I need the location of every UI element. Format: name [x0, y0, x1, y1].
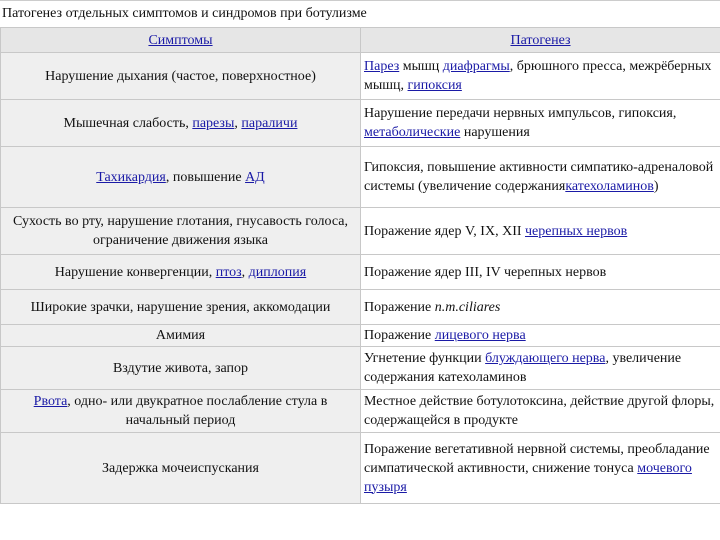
- pathogenesis-cell: [361, 347, 720, 390]
- term-link[interactable]: Парез: [364, 59, 400, 74]
- cell-text: Мышечная слабость,: [63, 115, 193, 131]
- cell-text: Гипоксия, повышение активности симпатико-адреналовой системы (увеличение содержания: [364, 160, 714, 194]
- term-link[interactable]: диафрагмы: [442, 59, 510, 74]
- term-link[interactable]: птоз: [215, 264, 242, 280]
- cell-text: , брюшного пресса, межрёберных мышц,: [364, 59, 712, 93]
- cell-text: Нарушение дыхания (частое, поверхностное): [45, 68, 316, 84]
- table-row: [1, 433, 720, 504]
- table-row: [1, 100, 720, 147]
- pathogenesis-table: [0, 27, 720, 504]
- term-link[interactable]: лицевого нерва: [434, 328, 526, 343]
- cell-text: Вздутие живота, запор: [112, 360, 249, 376]
- table-row: [1, 208, 720, 255]
- cell-text: ,: [234, 115, 242, 131]
- cell-text: Поражение ядер III, IV черепных нервов: [364, 264, 607, 280]
- pathogenesis-cell: [361, 433, 720, 504]
- symptom-cell: [1, 347, 361, 390]
- term-link[interactable]: АД: [245, 169, 265, 185]
- symptom-cell: [1, 390, 361, 433]
- term-link[interactable]: гипоксия: [407, 78, 462, 93]
- cell-text: Поражение вегетативной нервной системы, преобладание симпатической активности, снижение тонуса: [364, 441, 710, 476]
- cell-text: , увеличение содержания катехоламинов: [364, 351, 682, 385]
- table-caption: Патогенез отдельных симптомов и синдромов при ботулизме: [0, 0, 720, 27]
- cell-text: Амимия: [155, 328, 206, 343]
- cell-text: ,: [241, 264, 249, 280]
- latin-term: n.m.ciliares: [434, 299, 501, 315]
- table-row: [1, 325, 720, 347]
- pathogenesis-cell: [361, 325, 720, 347]
- pathogenesis-cell: [361, 208, 720, 255]
- table-row: [1, 290, 720, 325]
- cell-text: Нарушение передачи нервных импульсов, гипоксия,: [364, 106, 677, 121]
- cell-text: мышц: [399, 59, 443, 74]
- pathogenesis-cell: [361, 53, 720, 100]
- term-link[interactable]: катехоламинов: [565, 179, 654, 194]
- pathogenesis-cell: [361, 100, 720, 147]
- cell-text: , повышение: [165, 169, 246, 185]
- term-link[interactable]: параличи: [241, 115, 298, 131]
- cell-text: Поражение: [364, 328, 435, 343]
- term-link[interactable]: блуждающего нерва: [485, 351, 606, 366]
- pathogenesis-cell: [361, 290, 720, 325]
- symptom-cell: [1, 208, 361, 255]
- symptom-cell: [1, 325, 361, 347]
- cell-text: Поражение: [364, 299, 435, 315]
- term-link[interactable]: Тахикардия: [96, 169, 166, 185]
- symptom-cell: [1, 433, 361, 504]
- table-row: [1, 347, 720, 390]
- term-link[interactable]: диплопия: [248, 264, 307, 280]
- term-link[interactable]: мочевого пузыря: [364, 460, 692, 495]
- cell-text: , одно- или двукратное послабление стула в начальный период: [67, 394, 328, 428]
- pathogenesis-cell: [361, 147, 720, 208]
- cell-text: Нарушение конвергенции,: [54, 264, 216, 280]
- term-link[interactable]: метаболические: [364, 125, 461, 140]
- table-row: [1, 255, 720, 290]
- symptom-cell: [1, 100, 361, 147]
- symptom-cell: [1, 53, 361, 100]
- cell-text: Угнетение функции: [364, 351, 486, 366]
- symptom-cell: [1, 147, 361, 208]
- header-pathogenesis[interactable]: Патогенез: [361, 28, 720, 53]
- pathogenesis-cell: [361, 390, 720, 433]
- pathogenesis-cell: [361, 255, 720, 290]
- cell-text: Поражение ядер V, IX, XII: [364, 223, 526, 239]
- cell-text: ): [653, 179, 659, 194]
- symptom-cell: [1, 255, 361, 290]
- cell-text: Местное действие ботулотоксина, действие другой флоры, содержащейся в продукте: [364, 394, 715, 428]
- table-row: [1, 53, 720, 100]
- cell-text: Задержка мочеиспускания: [102, 460, 259, 476]
- cell-text: Широкие зрачки, нарушение зрения, аккомодации: [30, 299, 331, 315]
- cell-text: нарушения: [460, 125, 530, 140]
- header-symptoms[interactable]: Симптомы: [1, 28, 361, 53]
- term-link[interactable]: черепных нервов: [525, 223, 628, 239]
- table-row: [1, 390, 720, 433]
- cell-text: Сухость во рту, нарушение глотания, гнусавость голоса, ограничение движения языка: [13, 214, 348, 248]
- table-row: [1, 147, 720, 208]
- symptom-cell: [1, 290, 361, 325]
- term-link[interactable]: парезы: [192, 115, 235, 131]
- term-link[interactable]: Рвота: [33, 394, 68, 409]
